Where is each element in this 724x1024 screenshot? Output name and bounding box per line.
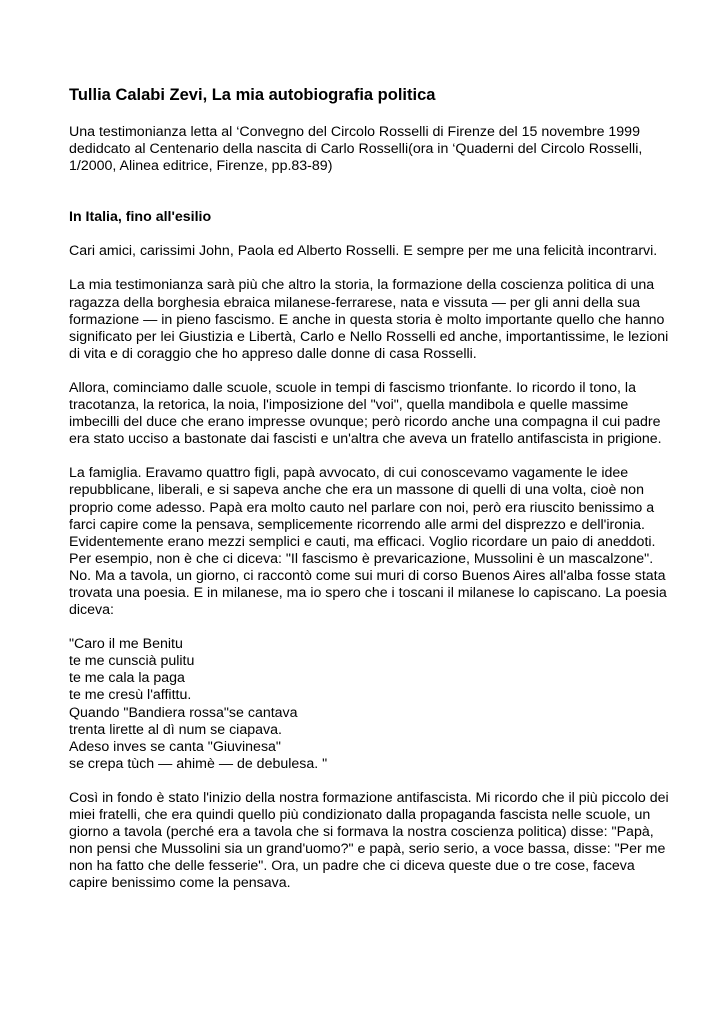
poem-line: te me cunscià pulitu (69, 653, 195, 670)
poem-line: Quando "Bandiera rossa"se cantava (69, 704, 298, 721)
paragraph: Allora, cominciamo dalle scuole, scuole in tempi di fascismo trionfante. Io ricordo il tono, la tracotanza, la retorica, la noia, l'imposizione del "voi", quella mandibola e quelle massime imbecilli del duce che erano impresse ovunque; però ricordo anche una compagna il cui padre era stato ucciso a bastonate dai fascisti e un'altra che aveva un fratello antifascista in prigione. (69, 379, 662, 448)
intro-paragraph: Una testimonianza letta al ‘Convegno del Circolo Rosselli di Firenze del 15 novembre 1999 dedidcato al Centenario della nascita di Carlo Rosselli(ora in ‘Quaderni del Circolo Rosselli, 1/2000, Alinea editrice, Firenze, pp.83-89) (69, 124, 643, 175)
closing-paragraph: Così in fondo è stato l'inizio della nostra formazione antifascista. Mi ricordo che il più piccolo dei miei fratelli, che era quindi quello più condizionato dalla propaganda fascista nelle scuole, un giorno a tavola (perché era a tavola che si formava la nostra coscienza politica) disse: "Papà, non pensi che Mussolini sia un grand'uomo?" e papà, serio serio, a voce bassa, disse: "Per me non ha fatto che delle fesserie". Ora, un padre che ci diceva queste due o tre cose, faceva capire benissimo come la pensava. (69, 789, 669, 892)
document-page (69, 84, 669, 909)
poem-line: Adeso inves se canta "Giuvinesa" (69, 738, 281, 755)
poem-line: "Caro il me Benitu (69, 636, 183, 653)
paragraph: Cari amici, carissimi John, Paola ed Alberto Rosselli. E sempre per me una felicità incontrarvi. (69, 243, 658, 260)
document-title: Tullia Calabi Zevi, La mia autobiografia politica (69, 86, 436, 104)
paragraph: La famiglia. Eravamo quattro figli, papà avvocato, di cui conoscevamo vagamente le idee repubblicane, liberali, e si sapeva anche che era un massone di quelli di una volta, cioè non proprio come adesso. Papà era molto cauto nel parlare con noi, però era riuscito benissimo a farci capire come la pensava, semplicemente ricorrendo alle armi del disprezzo e dell'ironia. Evidentemente erano mezzi semplici e cauti, ma efficaci. Voglio ricordare un paio di aneddoti. Per esempio, non è che ci diceva: "Il fascismo è prevaricazione, Mussolini è un mascalzone". No. Ma a tavola, un giorno, ci raccontò come sui muri di corso Buenos Aires all'alba fosse stata trovata una poesia. E in milanese, ma io spero che i toscani il milanese lo capiscano. La poesia diceva: (69, 465, 667, 619)
poem-line: se crepa tùch — ahimè — de debulesa. " (69, 755, 328, 772)
section-heading: In Italia, fino all'esilio (69, 209, 212, 226)
paragraph: La mia testimonianza sarà più che altro la storia, la formazione della coscienza politica di una ragazza della borghesia ebraica milanese-ferrarese, nata e vissuta — per gli anni della sua formazione — in pieno fascismo. E anche in questa storia è molto importante quello che hanno significato per lei Giustizia e Libertà, Carlo e Nello Rosselli ed anche, importantissime, le lezioni di vita e di coraggio che ho appreso dalle donne di casa Rosselli. (69, 277, 669, 362)
poem-line: te me cresù l'affittu. (69, 687, 192, 704)
poem-line: trenta lirette al dì num se ciapava. (69, 721, 282, 738)
poem-line: te me cala la paga (69, 670, 185, 687)
poem (69, 636, 669, 773)
